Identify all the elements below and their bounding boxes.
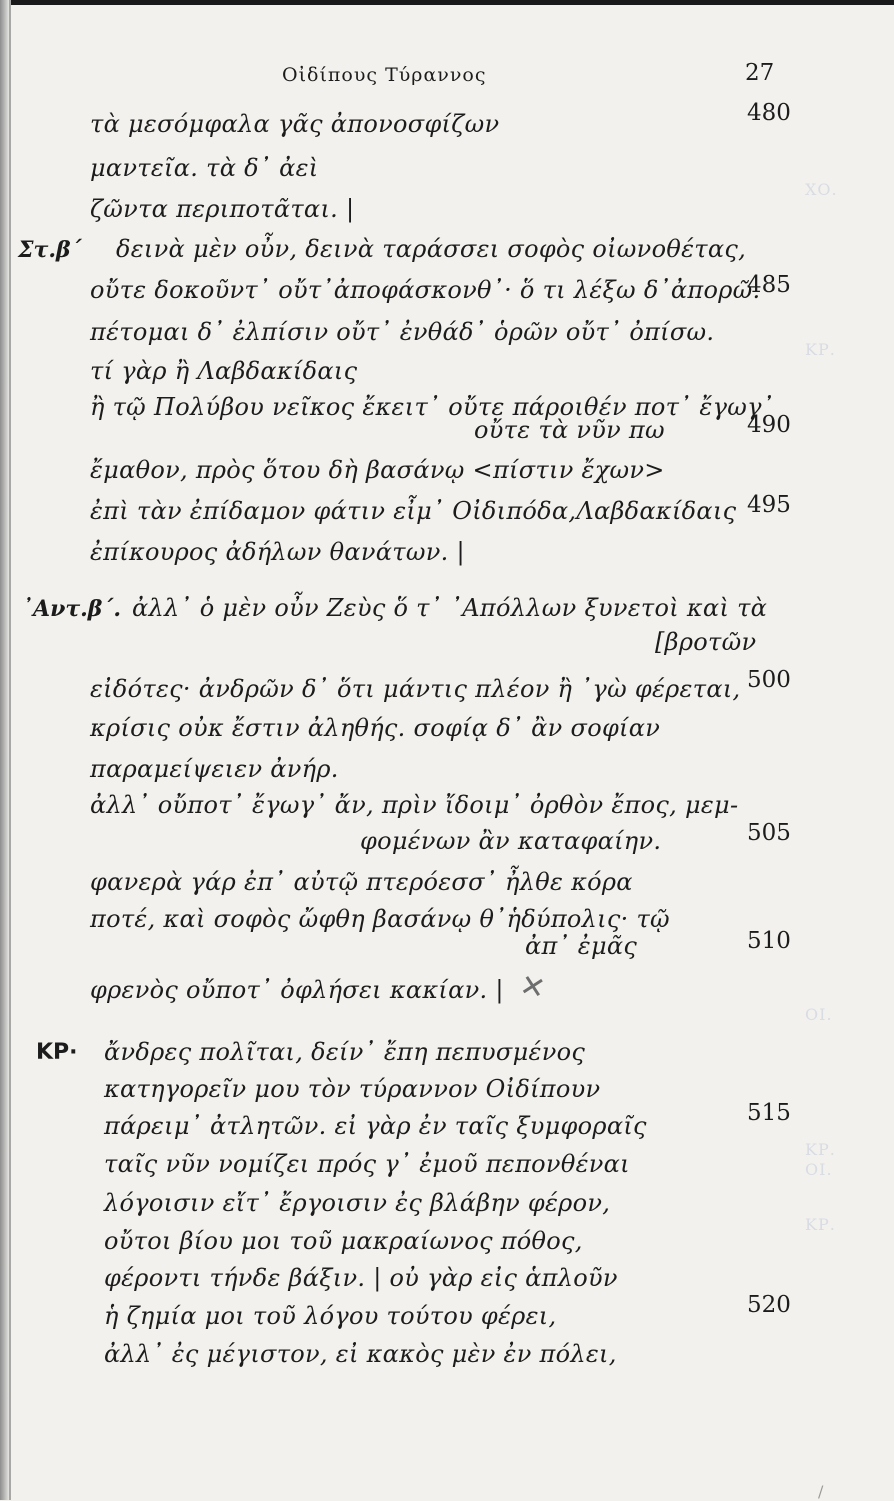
- verse-line: φρενὸς οὔποτ᾿ ὀφλήσει κακίαν. |: [90, 976, 504, 1004]
- bleed-through-text: ΟΙ.: [805, 1005, 833, 1024]
- pencil-cross-mark: ✕: [516, 967, 549, 1008]
- page-number: 27: [745, 60, 775, 86]
- antistrophe-label: ᾿Αντ.β΄.: [22, 596, 122, 622]
- verse-line: φέροντι τήνδε βάξιν. | οὐ γὰρ εἰς ἁπλοῦν: [104, 1264, 618, 1292]
- bleed-through-text: ΚΡ.: [805, 1215, 836, 1234]
- verse-line: μαντεῖα. τὰ δ᾿ ἀεὶ: [90, 154, 319, 182]
- gutter-line: [9, 0, 11, 1500]
- book-gutter-shadow: [0, 0, 9, 1500]
- verse-line: φανερὰ γάρ ἐπ᾿ αὐτῷ πτερόεσσ᾿ ἦλθε κόρα: [90, 868, 633, 896]
- verse-line: κατηγορεῖν μου τὸν τύραννον Οἰδίπουν: [104, 1075, 601, 1103]
- line-number: 490: [747, 412, 791, 438]
- verse-line: οὔτοι βίου μοι τοῦ μακραίωνος πόθος,: [104, 1227, 583, 1255]
- verse-line: ἀπ᾿ ἐμᾶς: [525, 932, 638, 960]
- speaker-label: ΚΡ·: [36, 1040, 78, 1065]
- verse-line: ποτέ, καὶ σοφὸς ὤφθη βασάνῳ θ᾿ἡδύπολις· τῷ: [90, 905, 670, 933]
- verse-line: ζῶντα περιποτᾶται. |: [90, 195, 355, 223]
- bleed-through-text: ΟΙ.: [805, 1160, 833, 1179]
- strophe-label: Στ.β΄: [18, 237, 82, 263]
- verse-line: φομένων ἂν καταφαίην.: [360, 827, 662, 855]
- verse-line: [βροτῶν: [655, 628, 757, 656]
- line-number: 510: [747, 928, 791, 954]
- verse-line: ἄνδρες πολῖται, δείν᾿ ἔπη πεπυσμένος: [104, 1038, 586, 1066]
- verse-line: πάρειμ᾿ ἀτλητῶν. εἰ γὰρ ἐν ταῖς ξυμφοραῖς: [104, 1112, 647, 1140]
- line-number: 515: [747, 1100, 791, 1126]
- verse-line: εἰδότες· ἀνδρῶν δ᾿ ὅτι μάντις πλέον ἢ ᾿γὼ φέρεται,: [90, 675, 741, 703]
- bleed-through-text: ΚΡ.: [805, 340, 836, 359]
- line-number: 505: [747, 820, 791, 846]
- pencil-mark: /: [818, 1482, 824, 1501]
- top-border: [0, 0, 894, 5]
- verse-line: ἀλλ᾿ ἐς μέγιστον, εἰ κακὸς μὲν ἐν πόλει,: [104, 1340, 617, 1368]
- verse-line: ἐπίκουρος ἀδήλων θανάτων. |: [90, 538, 465, 566]
- verse-line: ἢ τῷ Πολύβου νεῖκος ἔκειτ᾿ οὔτε πάροιθέν ποτ᾿ ἔγωγ᾿: [90, 393, 775, 421]
- verse-line: πέτομαι δ᾿ ἐλπίσιν οὔτ᾿ ἐνθάδ᾿ ὁρῶν οὔτ᾿ ὀπίσω.: [90, 318, 715, 346]
- verse-line: τὰ μεσόμφαλα γᾶς ἀπονοσφίζων: [90, 110, 500, 138]
- verse-line: παραμείψειεν ἀνήρ.: [90, 755, 339, 783]
- verse-line: ἀλλ᾿ ὁ μὲν οὖν Ζεὺς ὅ τ᾿ ᾿Απόλλων ξυνετοὶ καὶ τὰ: [132, 594, 768, 622]
- page-header: [0, 60, 894, 90]
- bleed-through-text: ΚΡ.: [805, 1140, 836, 1159]
- verse-line: δεινὰ μὲν οὖν, δεινὰ ταράσσει σοφὸς οἰωνοθέτας,: [116, 235, 747, 263]
- line-number: 485: [747, 272, 791, 298]
- verse-line: τί γὰρ ἢ Λαβδακίδαις: [90, 357, 358, 385]
- verse-line: λόγοισιν εἴτ᾿ ἔργοισιν ἐς βλάβην φέρον,: [104, 1189, 611, 1217]
- verse-line: ἀλλ᾿ οὔποτ᾿ ἔγωγ᾿ ἄν, πρὶν ἴδοιμ᾿ ὀρθὸν ἔπος, μεμ-: [90, 791, 739, 819]
- verse-line: οὔτε δοκοῦντ᾿ οὔτ᾿ἀποφάσκονθ᾿· ὅ τι λέξω δ᾿ἀπορῶ.: [90, 276, 761, 304]
- running-title: Οἰδίπους Τύραννος: [282, 64, 487, 86]
- line-number: 520: [747, 1292, 791, 1318]
- verse-line: ταῖς νῦν νομίζει πρός γ᾿ ἐμοῦ πεπονθέναι: [104, 1150, 630, 1178]
- verse-line: κρίσις οὐκ ἔστιν ἀληθής. σοφίᾳ δ᾿ ἂν σοφίαν: [90, 714, 661, 742]
- bleed-through-text: ΧΟ.: [805, 180, 838, 199]
- line-number: 495: [747, 492, 791, 518]
- verse-line: ἐπὶ τὰν ἐπίδαμον φάτιν εἶμ᾿ Οἰδιπόδα,Λαβδακίδαις: [90, 497, 737, 525]
- line-number: 480: [747, 100, 791, 126]
- verse-line: οὔτε τὰ νῦν πω: [474, 416, 665, 444]
- verse-line: ἔμαθον, πρὸς ὅτου δὴ βασάνῳ <πίστιν ἔχων>: [90, 456, 665, 484]
- line-number: 500: [747, 667, 791, 693]
- verse-line: ἡ ζημία μοι τοῦ λόγου τούτου φέρει,: [104, 1302, 557, 1330]
